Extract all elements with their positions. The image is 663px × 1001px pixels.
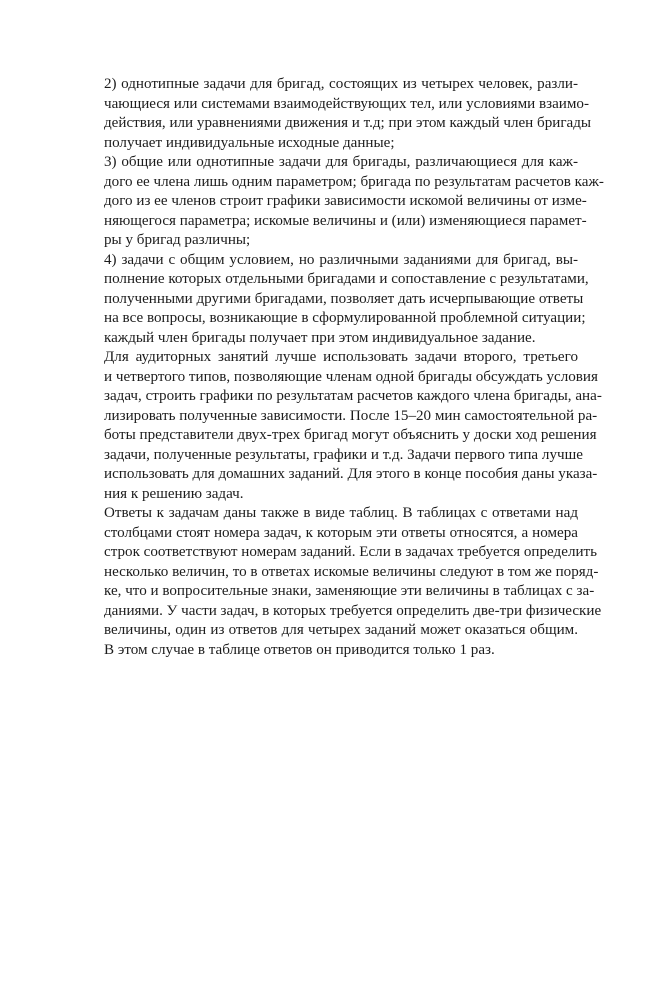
text-line: Ответы к задачам даны также в виде таблиц. В таблицах с ответами над [104, 505, 578, 521]
text-line: 4) задачи с общим условием, но различными заданиями для бригад, вы- [104, 251, 578, 268]
text-line: даниями. У части задач, в которых требуется определить две-три физические [104, 602, 602, 619]
text-line: каждый член бригады получает при этом индивидуальное задание. [104, 329, 536, 346]
text-line: полученными другими бригадами, позволяет дать исчерпывающие ответы [104, 290, 584, 307]
text-line: В этом случае в таблице ответов он приводится только 1 раз. [104, 641, 495, 658]
text-line: лизировать полученные зависимости. После 15–20 мин самостоятельной ра- [104, 407, 598, 424]
text-line: дого ее члена лишь одним параметром; бригада по результатам расчетов каж- [104, 173, 604, 190]
text-line: и четвертого типов, позволяющие членам одной бригады обсуждать условия [104, 368, 598, 385]
text-line: боты представители двух-трех бригад могут объяснить у доски ход решения [104, 427, 597, 443]
text-line: ке, что и вопросительные знаки, заменяющие эти величины в таблицах с за- [104, 583, 595, 599]
text-line: 2) однотипные задачи для бригад, состоящих из четырех человек, разли- [104, 76, 578, 92]
text-line: использовать для домашних заданий. Для этого в конце пособия даны указа- [104, 466, 598, 482]
text-line: 3) общие или однотипные задачи для бригады, различающиеся для каж- [104, 154, 578, 170]
paragraph-item-3 [84, 153, 604, 251]
text-line: величины, один из ответов для четырех заданий может оказаться общим. [104, 622, 578, 638]
text-line: столбцами стоят номера задач, к которым эти ответы относятся, а номера [104, 524, 578, 541]
text-line: полнение которых отдельными бригадами и сопоставление с результатами, [104, 271, 589, 287]
text-line: ры у бригад различны; [104, 232, 251, 248]
paragraph-answers [84, 504, 602, 660]
paragraph-item-2 [84, 75, 592, 153]
paragraph-item-4 [84, 251, 589, 349]
text-line: действия, или уравнениями движения и т.д; при этом каждый член бригады [104, 115, 592, 131]
page-body [84, 75, 604, 660]
text-line: на все вопросы, возникающие в сформулированной проблемной ситуации; [104, 310, 586, 326]
text-line: дого из ее членов строит графики зависимости искомой величины от изме- [104, 193, 587, 209]
text-line: строк соответствуют номерам заданий. Если в задачах требуется определить [104, 544, 598, 560]
paragraph-classroom [84, 348, 602, 504]
text-line: Для аудиторных занятий лучше использовать задачи второго, третьего [104, 349, 578, 365]
text-line: няющегося параметра; искомые величины и (или) изменяющиеся парамет- [104, 212, 587, 229]
text-line: несколько величин, то в ответах искомые величины следуют в том же поряд- [104, 563, 599, 580]
text-line: ния к решению задач. [104, 485, 244, 502]
text-line: задачи, полученные результаты, графики и т.д. Задачи первого типа лучше [104, 446, 583, 463]
text-line: чающиеся или системами взаимодействующих тел, или условиями взаимо- [104, 95, 589, 112]
text-line: задач, строить графики по результатам расчетов каждого члена бригады, ана- [104, 388, 602, 404]
text-line: получает индивидуальные исходные данные; [104, 134, 395, 151]
